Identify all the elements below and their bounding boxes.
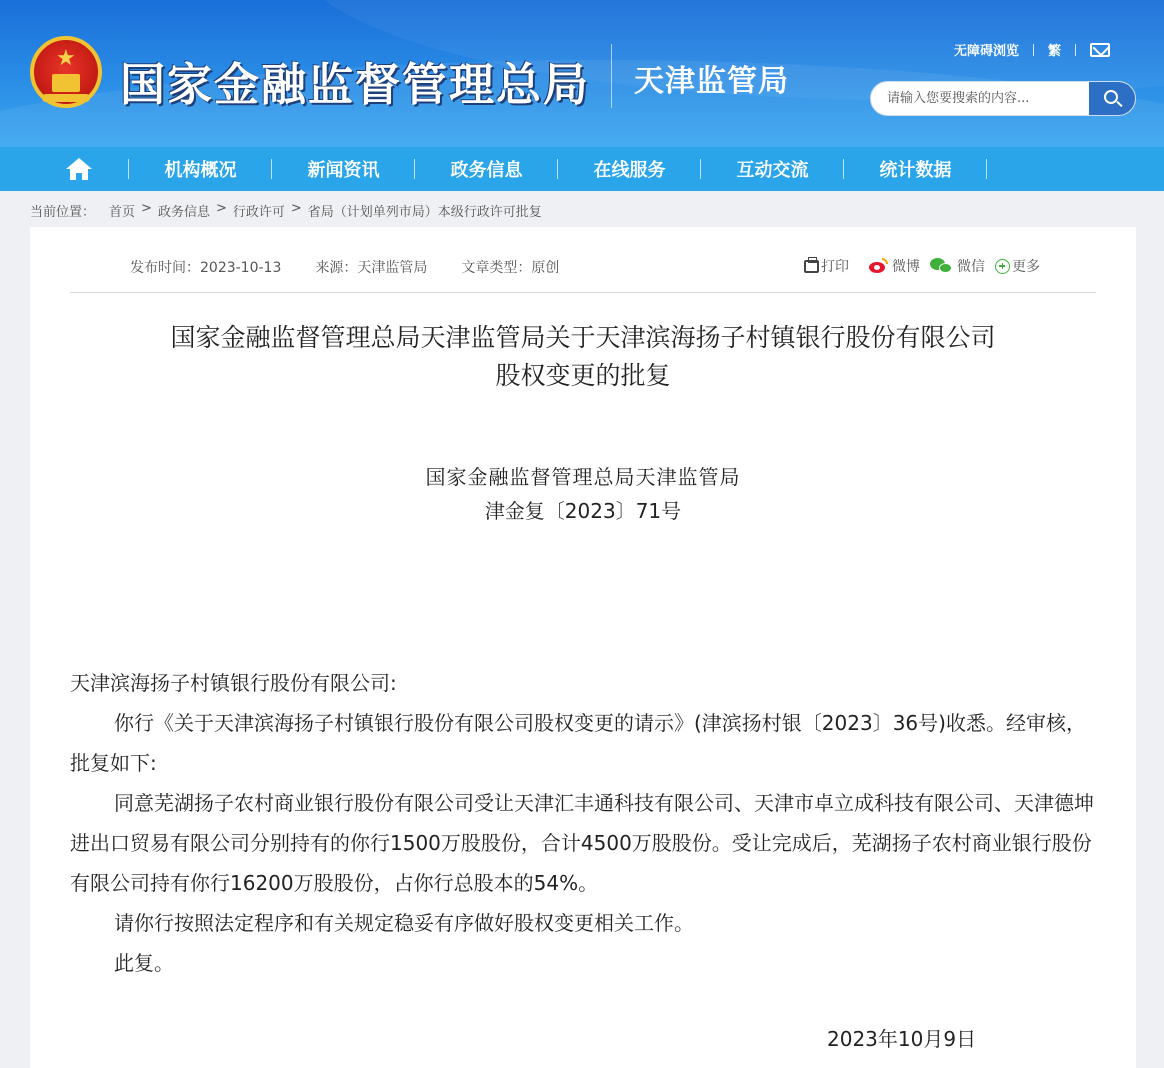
top-links [954,40,1110,59]
article-body [70,663,1098,983]
nav-item-interaction[interactable]: 互动交流 [701,147,844,191]
search-input[interactable] [871,82,1091,115]
nav-item-government-info[interactable]: 政务信息 [415,147,558,191]
site-name[interactable]: 国家金融监督管理总局 [120,58,591,111]
document-number: 津金复〔2023〕71号 [484,499,682,523]
wechat-icon [930,258,954,274]
home-icon [66,158,92,180]
article-title: 国家金融监督管理总局天津监管局关于天津滨海扬子村镇银行股份有限公司 股权变更的批复 [170,323,996,390]
weibo-icon [869,258,889,274]
paragraph: 同意芜湖扬子农村商业银行股份有限公司受让天津汇丰通科技有限公司、天津市卓立成科技有限公司、天津德坤进出口贸易有限公司分别持有的你行1500万股股份，合计4500万股股份。受让完成后，芜湖扬子农村商业银行股份有限公司持有你行16200万股股份，占你行总股本的54%。 [70,791,1094,895]
article-meta [130,257,593,277]
paragraph: 你行《关于天津滨海扬子村镇银行股份有限公司股权变更的请示》(津滨扬村银〔2023〕36号)收悉。经审核，批复如下: [70,711,1086,775]
nav-home[interactable] [29,147,129,191]
breadcrumb-admin-license[interactable]: 行政许可 [232,205,285,220]
publish-time: 发布时间：2023-10-13 [130,260,282,276]
search-button[interactable] [1089,82,1135,115]
share-weibo-button[interactable]: 微博 [869,256,920,276]
nav-item-statistics[interactable]: 统计数据 [844,147,987,191]
breadcrumb-government-info[interactable]: 政务信息 [157,205,210,220]
article-source: 来源：天津监管局 [315,260,428,276]
print-button[interactable]: 打印 [804,256,849,276]
nav-item-news[interactable]: 新闻资讯 [272,147,415,191]
breadcrumb-provincial-approvals[interactable]: 省局（计划单列市局）本级行政许可批复 [307,205,542,220]
sub-site-name[interactable]: 天津监管局 [634,64,789,99]
link-separator [1033,44,1034,56]
paragraph: 此复。 [114,951,174,975]
site-header [0,0,1164,147]
nav-item-institution[interactable]: 机构概况 [129,147,272,191]
share-bar [784,256,1040,276]
print-icon [804,260,819,273]
breadcrumb-label: 当前位置： [30,205,96,220]
search-box [870,81,1136,116]
article-panel [30,227,1136,1068]
breadcrumb-home[interactable]: 首页 [109,205,136,220]
paragraph: 请你行按照法定程序和有关规定稳妥有序做好股权变更相关工作。 [114,911,694,935]
plus-icon [995,259,1010,274]
link-separator [1075,44,1076,56]
sign-date: 2023年10月9日 [827,1027,977,1051]
share-more-button[interactable]: 更多 [995,256,1040,276]
meta-divider [70,292,1096,293]
traditional-chinese-link[interactable]: 繁 [1047,44,1061,59]
accessible-browsing-link[interactable]: 无障碍浏览 [953,44,1019,59]
national-emblem-icon[interactable]: ★ [30,36,102,108]
header-divider [611,44,612,108]
main-nav [0,147,1164,191]
article-type: 文章类型：原创 [461,260,560,276]
addressee: 天津滨海扬子村镇银行股份有限公司: [70,671,397,695]
share-wechat-button[interactable]: 微信 [930,256,985,276]
breadcrumb: 当前位置： 首页 > 政务信息 > 行政许可 > 省局（计划单列市局）本级行政许可批复 [30,201,542,220]
nav-item-online-service[interactable]: 在线服务 [558,147,701,191]
issuer-name: 国家金融监督管理总局天津监管局 [425,465,741,489]
mail-icon[interactable] [1090,43,1110,57]
